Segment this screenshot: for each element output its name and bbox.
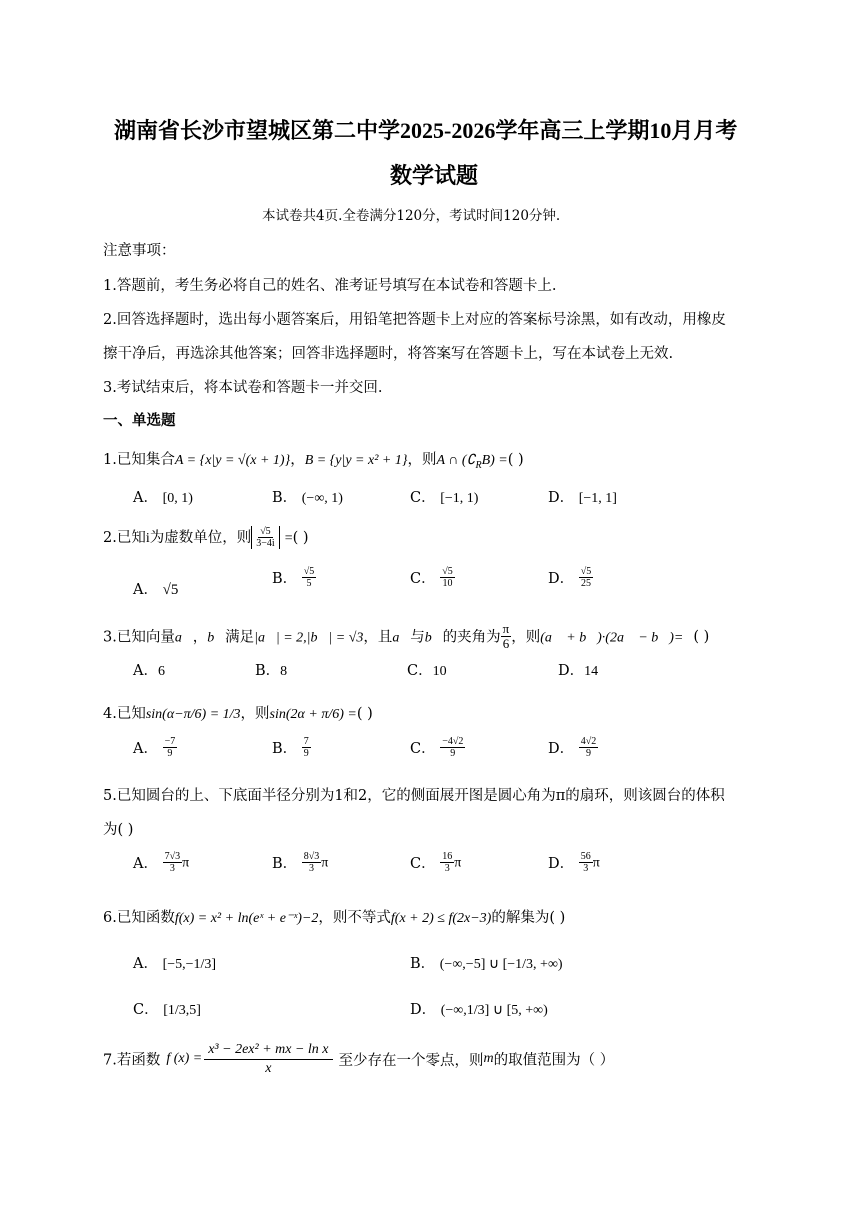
q4-option-b <box>272 736 311 759</box>
option-den: 3 <box>444 863 450 874</box>
option-num: 16 <box>442 851 453 862</box>
option-num: √5 <box>303 566 315 577</box>
q6-option-c <box>133 998 201 1019</box>
q1-set-a: A = {x|y = √(x + 1)} <box>174 453 291 468</box>
q3-prefix: 3.已知向量 <box>103 629 175 646</box>
q5-option-c <box>410 851 461 874</box>
q7-suffix: 的取值范围为（ ） <box>493 1052 615 1069</box>
q2-eq: = <box>284 531 293 546</box>
option-label: B． <box>410 956 436 972</box>
option-label: D． <box>548 490 575 506</box>
option-label: C． <box>133 1002 159 1018</box>
q1-option-c <box>410 486 478 507</box>
question-5-cont: 为( ) <box>103 822 134 838</box>
option-label: C． <box>410 741 436 757</box>
option-value: [−1, 1] <box>578 491 617 506</box>
q5-option-d <box>548 851 600 874</box>
option-num: √5 <box>580 566 592 577</box>
question-5: 5.已知圆台的上、下底面半径分别为1和2，它的侧面展开图是圆心角为π的扇环，则该圆台的体积 <box>103 788 725 804</box>
q2-prefix: 2.已知 <box>103 530 146 546</box>
option-label: A． <box>133 741 158 757</box>
q1-expr-end: B) = <box>481 453 508 468</box>
q3-vec-a: a⃗ <box>174 630 193 646</box>
q1-expr: A ∩ (∁ <box>436 453 476 468</box>
option-value: 6 <box>157 664 165 679</box>
option-label: D． <box>548 856 575 872</box>
option-label: C． <box>410 856 436 872</box>
option-label: C． <box>410 571 436 587</box>
question-2 <box>103 526 309 549</box>
q3-option-b <box>255 659 287 680</box>
option-label: B． <box>272 571 298 587</box>
q2-den: 3−4i <box>256 538 275 549</box>
q1-then: ，则 <box>407 452 437 468</box>
q3-yu: 与 <box>410 629 425 646</box>
q4-cond: sin(α−π/6) = 1/3 <box>145 707 241 722</box>
option-pi: π <box>321 855 329 871</box>
q2-option-b <box>272 566 316 589</box>
q3-angle-text: 的夹角为 <box>442 629 501 646</box>
option-num: √5 <box>442 566 453 577</box>
option-label: A． <box>133 956 158 972</box>
q4-option-d <box>548 736 598 759</box>
q3-cond-expr: |a⃗| = 2,|b⃗| = √3 <box>254 630 364 646</box>
option-value: (−∞,1/3] ∪ [5, +∞) <box>440 1003 548 1018</box>
option-label: B． <box>255 663 281 679</box>
option-value: 10 <box>432 664 447 679</box>
option-num: −7 <box>164 736 176 747</box>
option-label: D． <box>410 1002 437 1018</box>
q4-prefix: 4.已知 <box>103 706 146 722</box>
q3-six: 6 <box>502 636 510 652</box>
q1-option-d <box>548 486 617 507</box>
q7-fx: f (x) = <box>166 1051 203 1066</box>
q3-and: ，且 <box>363 629 393 646</box>
question-4 <box>103 702 373 723</box>
q1-prefix: 1.已知集合 <box>103 452 175 468</box>
option-value: [1/3,5] <box>163 1003 201 1018</box>
q7-prefix: 7.若函数 <box>103 1052 161 1069</box>
note-item-2: 2.回答选择题时，选出每小题答案后，用铅笔把答题卡上对应的答案标号涂黑，如有改动，用橡皮 <box>103 312 726 328</box>
option-label: B． <box>272 490 298 506</box>
q3-vec-b2: b⃗ <box>424 630 443 646</box>
option-label: A． <box>133 856 158 872</box>
q6-suffix: 的解集为( ) <box>491 910 566 926</box>
option-den: 9 <box>450 748 456 759</box>
q2-i: i <box>145 531 150 546</box>
q2-option-c <box>410 566 455 589</box>
q6-prefix: 6.已知函数 <box>103 910 175 926</box>
q7-num: x³ − 2ex² + mx − ln x <box>204 1041 332 1060</box>
q3-option-d <box>558 659 598 680</box>
q7-mid: 至少存在一个零点，则 <box>338 1052 484 1069</box>
q3-option-a <box>133 659 165 680</box>
q3-vec-a2: a⃗ <box>392 630 411 646</box>
note-item-3: 3.考试结束后，将本试卷和答题卡一并交回. <box>103 380 383 396</box>
q5-option-b <box>272 851 328 874</box>
option-num: 4√2 <box>580 736 597 747</box>
option-value: √5 <box>162 582 179 598</box>
q6-ineq: f(x + 2) ≤ f(2x−3) <box>390 911 492 926</box>
q2-bracket: ( ) <box>292 530 309 546</box>
q7-den: x <box>265 1060 272 1076</box>
option-value: (−∞,−5] ∪ [−1/3, +∞) <box>439 957 563 972</box>
page-title: 湖南省长沙市望城区第二中学2025-2026学年高三上学期10月月考 <box>114 118 738 143</box>
option-den: 3 <box>309 863 315 874</box>
q4-bracket: ( ) <box>356 706 373 722</box>
option-pi: π <box>592 855 600 871</box>
option-label: D． <box>548 571 575 587</box>
q3-comma: ， <box>192 629 208 646</box>
q1-sub: R <box>475 460 482 472</box>
option-num: −4√2 <box>442 736 464 747</box>
option-den: 9 <box>586 748 591 759</box>
option-den: 3 <box>169 863 175 874</box>
notes-heading: 注意事项： <box>103 243 176 259</box>
q1-option-b <box>272 486 343 507</box>
q3-cond: 满足 <box>225 629 255 646</box>
option-den: 9 <box>303 748 309 759</box>
option-label: A． <box>133 663 158 679</box>
option-pi: π <box>182 855 190 871</box>
option-label: D． <box>548 741 575 757</box>
option-den: 25 <box>581 578 591 589</box>
exam-info: 本试卷共4页.全卷满分120分，考试时间120分钟. <box>262 208 561 224</box>
q3-bracket: ( ) <box>693 629 710 646</box>
option-value: [−5,−1/3] <box>162 957 217 972</box>
option-label: C． <box>407 663 433 679</box>
q3-then: ，则 <box>511 629 541 646</box>
option-value: 8 <box>280 664 288 679</box>
q2-num: √5 <box>260 526 271 537</box>
option-num: 7 <box>303 736 309 747</box>
q7-m: m <box>483 1051 494 1066</box>
question-1: 1.已知集合A = {x|y = √(x + 1)}，B = {y|y = x² + 1}，则A ∩ $(∁_RB)$ =( ) <box>103 452 524 472</box>
q4-option-a <box>133 736 177 759</box>
option-num: 56 <box>580 851 591 862</box>
q2-mid: 为虚数单位，则 <box>149 530 252 546</box>
q2-option-d <box>548 566 593 589</box>
option-value: [−1, 1) <box>440 491 479 506</box>
q4-expr: sin(2α + π/6) = <box>269 707 357 722</box>
q6-option-a <box>133 952 216 973</box>
option-label: B． <box>272 856 298 872</box>
option-den: 5 <box>306 578 312 589</box>
q3-option-c <box>407 659 447 680</box>
option-num: 7√3 <box>164 851 181 862</box>
q1-option-a <box>133 486 193 507</box>
option-label: B． <box>272 741 298 757</box>
option-label: A． <box>133 490 158 506</box>
q1-bracket: ( ) <box>507 452 524 468</box>
q3-expr: (a⃗ + b⃗)·(2a⃗ − b⃗)= <box>540 630 684 646</box>
option-label: A． <box>133 582 158 598</box>
option-den: 9 <box>167 748 173 759</box>
q4-option-c <box>410 736 465 759</box>
page-title-line2: 数学试题 <box>390 163 479 188</box>
option-value: 14 <box>584 664 599 679</box>
question-7 <box>103 1041 614 1077</box>
q6-option-b <box>410 952 563 973</box>
q2-option-a <box>133 578 178 599</box>
option-value: [0, 1) <box>162 491 193 506</box>
q6-option-d <box>410 998 548 1019</box>
q6-func: f(x) = x² + ln(eˣ + e⁻ˣ)−2 <box>174 911 319 926</box>
option-value: (−∞, 1) <box>301 491 343 506</box>
option-den: 3 <box>583 863 589 874</box>
q3-pi: π <box>502 621 510 636</box>
q6-mid: ，则不等式 <box>318 910 391 926</box>
q1-set-b: B = {y|y = x² + 1} <box>304 453 408 468</box>
option-den: 10 <box>442 578 453 589</box>
q3-vec-b: b⃗ <box>207 630 226 646</box>
question-3 <box>103 622 709 652</box>
q5-option-a <box>133 851 189 874</box>
question-6 <box>103 906 565 927</box>
section-heading: 一、单选题 <box>103 412 176 429</box>
note-item-1: 1.答题前，考生务必将自己的姓名、准考证号填写在本试卷和答题卡上. <box>103 278 557 294</box>
q4-then: ，则 <box>240 706 270 722</box>
note-item-2-cont: 擦干净后，再选涂其他答案；回答非选择题时，将答案写在答题卡上，写在本试卷上无效. <box>103 346 674 362</box>
option-label: D． <box>558 663 585 679</box>
option-num: 8√3 <box>303 851 320 862</box>
option-label: C． <box>410 490 436 506</box>
option-pi: π <box>454 855 462 871</box>
